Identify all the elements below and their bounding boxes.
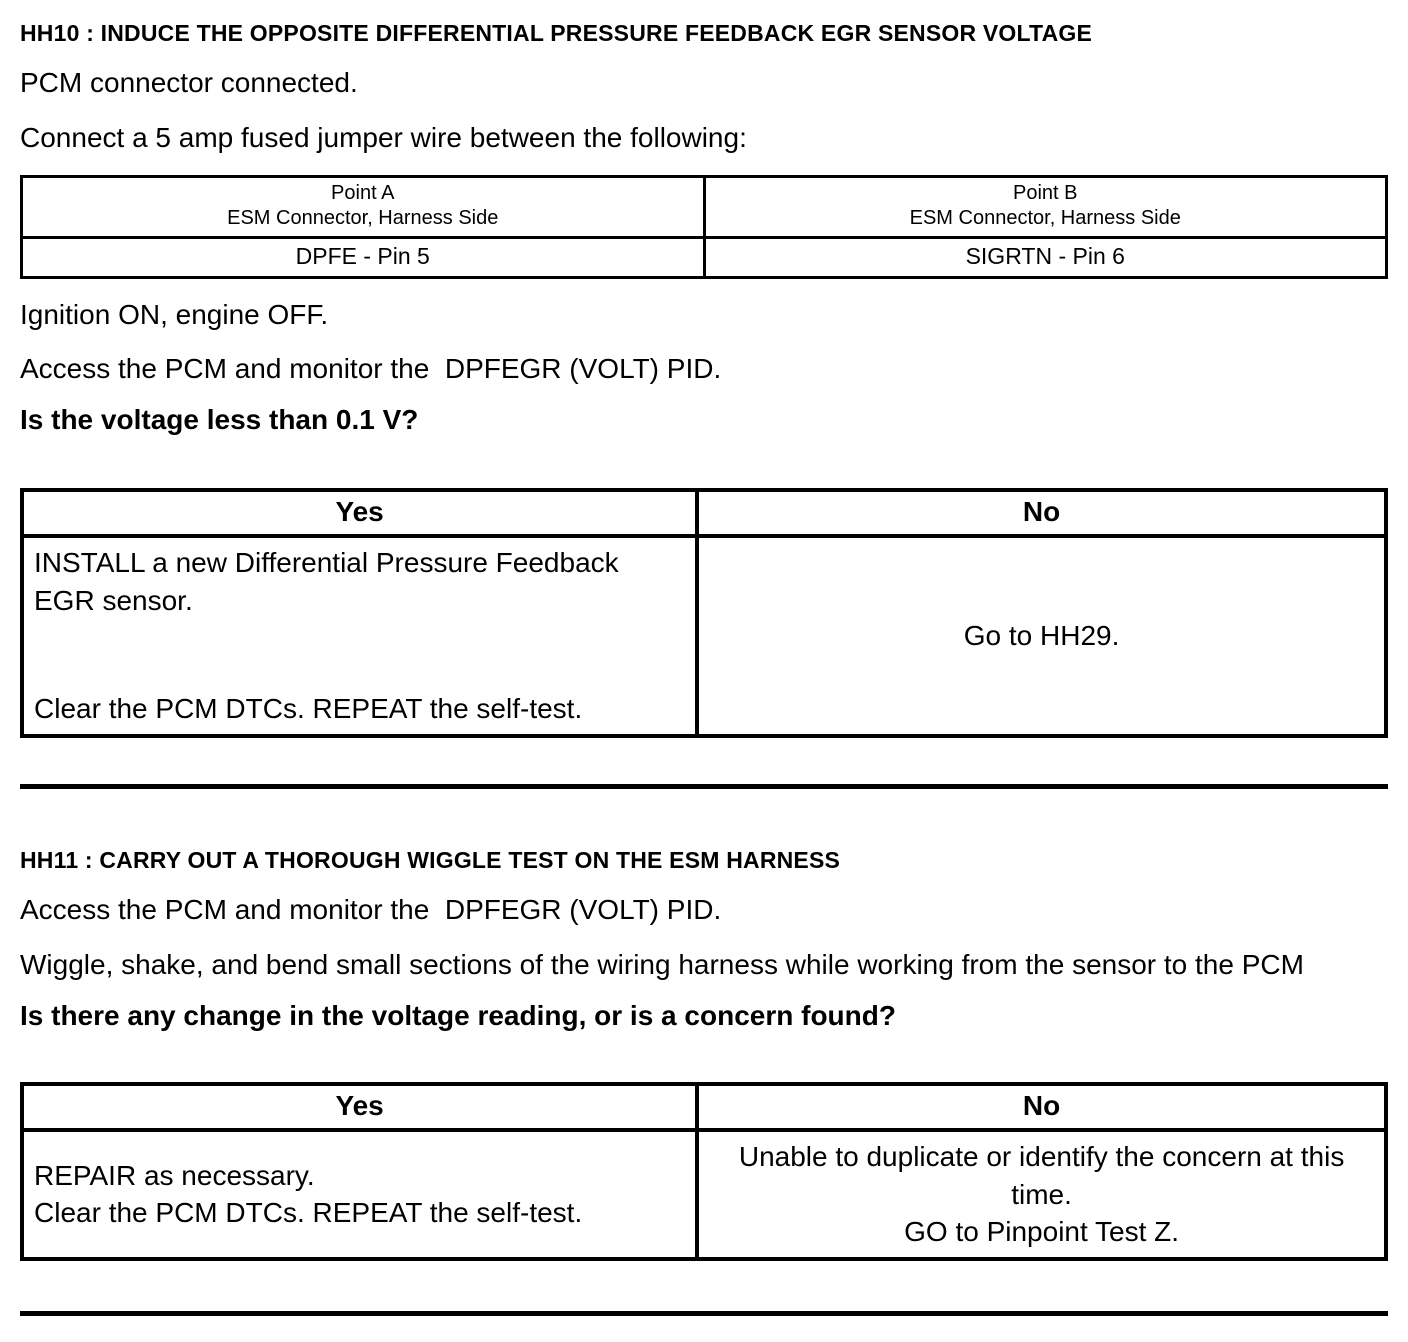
no-header-cell: No (697, 1084, 1386, 1130)
hh10-question: Is the voltage less than 0.1 V? (20, 404, 419, 436)
yes-header-cell: Yes (22, 490, 697, 536)
yes-header-cell: Yes (22, 1084, 697, 1130)
section-hh11 (20, 847, 1388, 1261)
section-hh10-title: HH10 : INDUCE THE OPPOSITE DIFFERENTIAL PRESSURE FEEDBACK EGR SENSOR VOLTAGE (20, 20, 1093, 46)
point-a-pin-cell: DPFE - Pin 5 (22, 237, 705, 277)
hh10-yes-action-clear: Clear the PCM DTCs. REPEAT the self-test. (34, 693, 583, 725)
hh10-step-monitor-pid: Access the PCM and monitor the DPFEGR (VOLT) PID. (20, 353, 722, 385)
hh11-yes-action-clear: Clear the PCM DTCs. REPEAT the self-test. (34, 1197, 583, 1229)
point-b-pin-cell: SIGRTN - Pin 6 (704, 237, 1387, 277)
point-b-header-cell (704, 176, 1387, 237)
point-a-header-cell (22, 176, 705, 237)
decision-body-row (22, 536, 1386, 736)
section-divider (20, 784, 1388, 789)
hh11-question: Is there any change in the voltage reading, or is a concern found? (20, 999, 896, 1031)
hh10-step-jumper-wire: Connect a 5 amp fused jumper wire between the following: (20, 121, 747, 153)
hh10-points-table (20, 175, 1388, 279)
hh11-step-monitor-pid: Access the PCM and monitor the DPFEGR (VOLT) PID. (20, 894, 722, 926)
section-hh10 (20, 20, 1388, 738)
hh11-no-line-goto: GO to Pinpoint Test Z. (904, 1216, 1180, 1248)
hh10-no-cell (697, 536, 1386, 736)
hh10-no-action: Go to HH29. (963, 620, 1120, 652)
decision-header-row (22, 1084, 1386, 1130)
hh11-no-cell (697, 1130, 1386, 1259)
decision-body-row (22, 1130, 1386, 1259)
hh11-decision-table (20, 1082, 1388, 1261)
bottom-divider (20, 1311, 1388, 1316)
point-a-label: Point A (331, 181, 395, 204)
decision-header-row (22, 490, 1386, 536)
hh11-step-wiggle: Wiggle, shake, and bend small sections of the wiring harness while working from the sensor to the PCM (20, 948, 1304, 980)
no-header-cell: No (697, 490, 1386, 536)
point-a-connector: ESM Connector, Harness Side (227, 206, 499, 229)
hh10-decision-table (20, 488, 1388, 738)
section-hh11-title: HH11 : CARRY OUT A THOROUGH WIGGLE TEST ON THE ESM HARNESS (20, 847, 841, 874)
point-b-connector: ESM Connector, Harness Side (909, 206, 1181, 229)
points-table-data-row (22, 237, 1387, 277)
hh11-no-line-unable: Unable to duplicate or identify the concern at this time. (738, 1140, 1345, 1210)
hh11-yes-action-repair: REPAIR as necessary. (34, 1159, 315, 1191)
hh10-step-ignition: Ignition ON, engine OFF. (20, 298, 329, 330)
points-table-header-row (22, 176, 1387, 237)
point-b-label: Point B (1013, 181, 1078, 204)
hh10-yes-cell (22, 536, 697, 736)
hh10-yes-action-install: INSTALL a new Differential Pressure Feedback EGR sensor. (34, 547, 619, 616)
hh10-step-pcm-connected: PCM connector connected. (20, 67, 358, 98)
hh11-yes-cell (22, 1130, 697, 1259)
